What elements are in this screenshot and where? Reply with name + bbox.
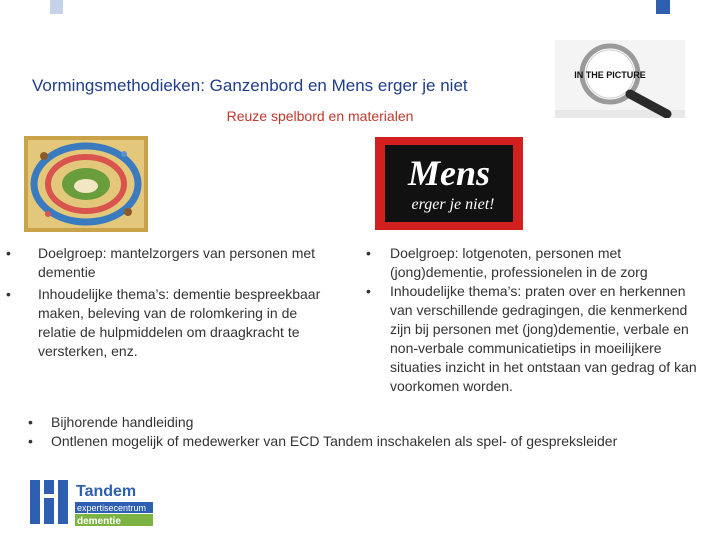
ganzenbord-image xyxy=(24,136,148,232)
mens-logo-subtitle: erger je niet! xyxy=(411,196,495,213)
tandem-logo-line3: dementie xyxy=(77,516,121,527)
list-item: • Bijhorende handleiding xyxy=(26,413,666,432)
list-item: • Doelgroep: lotgenoten, personen met (jong)dementie, professionelen in de zorg xyxy=(364,244,704,282)
magnifier-image xyxy=(555,40,685,118)
magnifier-text: IN THE PICTURE xyxy=(574,70,646,80)
right-bullet-list xyxy=(364,244,704,396)
tandem-logo-name: Tandem xyxy=(76,483,137,500)
list-item: • Ontlenen mogelijk of medewerker van ECD Tandem inschakelen als spel- of gespreksleider xyxy=(26,432,666,451)
tandem-logo-line2: expertisecentrum xyxy=(77,503,147,513)
list-item: • Inhoudelijke thema’s: dementie bespreekbaar maken, beleving van de rolomkering in de relatie de hulpmiddelen om draagkracht te versterken, enz. xyxy=(0,285,330,361)
slide-title: Vormingsmethodieken: Ganzenbord en Mens erger je niet xyxy=(32,76,468,95)
corner-decoration-right xyxy=(656,0,670,14)
left-bullet-list xyxy=(0,244,330,361)
bottom-bullet-list xyxy=(26,413,666,451)
list-item: • Doelgroep: mantelzorgers van personen met dementie xyxy=(0,244,330,282)
list-item: • Inhoudelijke thema’s: praten over en herkennen van verschillende gedragingen, die kenmerkend zijn bij personen met (jong)dementie, verbale en non-verbale communicatietips in moeilijkere situaties inzicht in het ontstaan van gedrag of kan voorkomen worden. xyxy=(364,282,704,396)
mens-logo-title: Mens xyxy=(407,153,491,193)
mens-erger-je-niet-logo xyxy=(375,137,523,230)
corner-decoration-left xyxy=(50,0,63,14)
tandem-logo xyxy=(30,478,160,528)
slide-subtitle: Reuze spelbord en materialen xyxy=(226,108,414,124)
